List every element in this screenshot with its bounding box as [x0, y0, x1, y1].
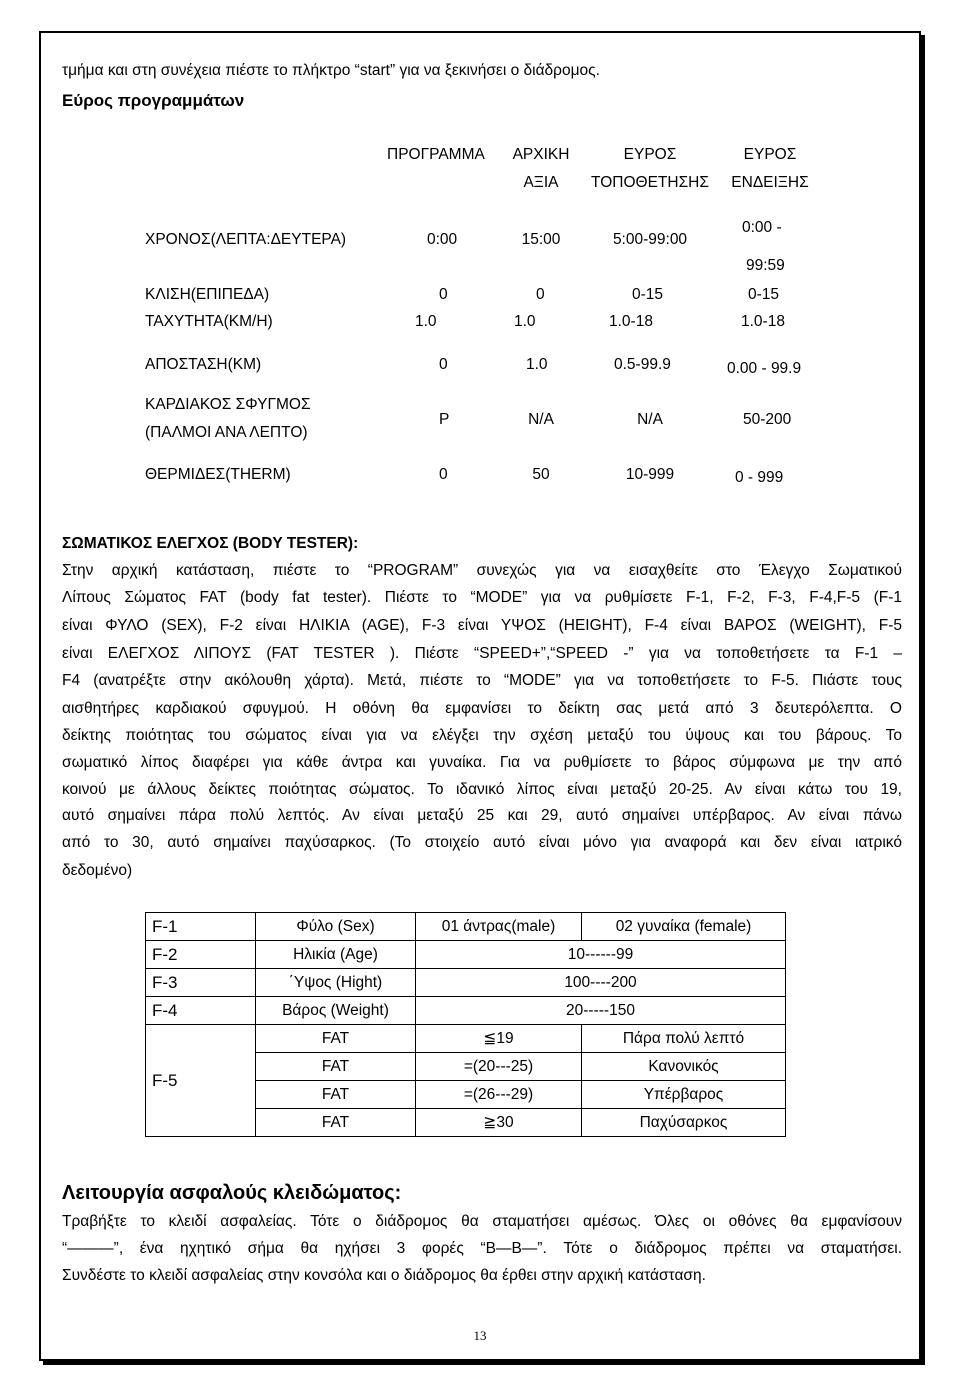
safety-line: Συνδέστε το κλειδί ασφαλείας στην κονσόλα και ο διάδρομος θα έρθει στην αρχική κατάσταση.	[62, 1267, 706, 1284]
row-value: N/A	[528, 411, 554, 428]
body-line: F4 (ανατρέξτε στην ακόλουθη χάρτα). Μετά, πιέστε το “MODE” για να τοποθετήσετε το F-5. Πιάστε τους	[62, 672, 902, 689]
row-label: ΘΕΡΜΙΔΕΣ(THERM)	[145, 466, 291, 483]
f-meaning: Υπέρβαρος	[582, 1081, 786, 1109]
f-name: FAT	[256, 1081, 416, 1109]
f-meaning: Παχύσαρκος	[582, 1109, 786, 1137]
row-display: 1.0-18	[741, 313, 785, 330]
row-label: ΚΛΙΣΗ(ΕΠΙΠΕΔΑ)	[145, 286, 270, 303]
row-display-2: 99:59	[746, 257, 785, 274]
table-row	[146, 969, 786, 997]
row-setting: N/A	[637, 411, 663, 428]
safety-title: Λειτουργία ασφαλούς κλειδώματος:	[62, 1182, 402, 1204]
row-display: 0.00 - 99.9	[727, 360, 802, 377]
f-range: 20-----150	[416, 997, 786, 1025]
page-number: 13	[473, 1328, 487, 1343]
program-range-title: Εύρος προγραμμάτων	[62, 91, 245, 110]
row-display: 50-200	[743, 411, 792, 428]
row-value: 1.0	[526, 356, 548, 373]
row-display-1: 0:00 -	[742, 219, 782, 236]
row-setting: 5:00-99:00	[612, 231, 688, 248]
f-meaning: Κανονικός	[582, 1053, 786, 1081]
body-line: αισθητήρες καρδιακού σφυγμού. Η οθόνη θα εμφανίσει το δείκτη σας μετά από 3 δευτερόλεπτα. Ο	[62, 700, 902, 717]
table-row	[146, 941, 786, 969]
f-name: FAT	[256, 1025, 416, 1053]
f-name: FAT	[256, 1109, 416, 1137]
body-line: σωματικό λίπος διαφέρει για κάθε άντρα και γυναίκα. Για να ρυθμίσετε το βάρος σύμφωνα με την από	[62, 754, 902, 771]
f-meaning: Πάρα πολύ λεπτό	[582, 1025, 786, 1053]
body-line: Λίπους Σώματος FAT (body fat tester). Πιέστε το “MODE” για να ρυθμίσετε F-1, F-2, F-3, F-4,F-5 (F-1	[62, 589, 902, 606]
row-setting: 1.0-18	[609, 313, 653, 330]
body-line: δείκτης ποιότητας του σώματος είναι για να ελέγξει την σχέση μεταξύ του ύψους και του βάρους. Το	[62, 727, 902, 744]
f-range: 10------99	[416, 941, 786, 969]
header-program: ΠΡΟΓΡΑΜΜΑ	[387, 146, 485, 163]
row-label-1: ΚΑΡΔΙΑΚΟΣ ΣΦΥΓΜΟΣ	[145, 396, 311, 413]
row-initial: 0	[439, 466, 448, 483]
body-line: είναι ΕΛΕΓΧΟΣ ΛΙΠΟΥΣ (FAT TESTER ). Πιέστε “SPEED+”,“SPEED -” για να τοποθετήσετε τα F-1 –	[62, 645, 902, 662]
f-value: 02 γυναίκα (female)	[582, 913, 786, 941]
row-value: 50	[532, 466, 550, 483]
f-code: F-4	[146, 997, 256, 1025]
f-code: F-3	[146, 969, 256, 997]
f-code: F-1	[146, 913, 256, 941]
f-range: 100----200	[416, 969, 786, 997]
f-code: F-5	[146, 1025, 256, 1137]
row-label: ΑΠΟΣΤΑΣΗ(ΚΜ)	[145, 356, 262, 373]
header-initial-1: ΑΡΧΙΚΗ	[512, 146, 570, 163]
safety-line: “———”, ένα ηχητικό σήμα θα ηχήσει 3 φορές “B—B—”. Τότε ο διάδρομος πρέπει να σταματήσει.	[62, 1240, 902, 1257]
table-row	[146, 997, 786, 1025]
header-setting-2: ΤΟΠΟΘΕΤΗΣΗΣ	[591, 174, 709, 191]
body-line: Στην αρχική κατάσταση, πιέστε το “PROGRAM” συνεχώς για να εισαχθείτε στο Έλεγχο Σωματικού	[62, 562, 902, 579]
row-value: 1.0	[514, 313, 536, 330]
f-value: =(26---29)	[416, 1081, 582, 1109]
f-settings-table	[145, 912, 786, 1137]
row-setting: 10-999	[625, 466, 675, 483]
body-line: αυτό σημαίνει πάρα πολύ λεπτός. Αν είναι μεταξύ 25 και 29, αυτό σημαίνει υπέρβαρος. Αν είναι πάνω	[62, 807, 902, 824]
row-initial: 0	[439, 356, 448, 373]
body-tester-title: ΣΩΜΑΤΙΚΟΣ ΕΛΕΓΧΟΣ (BODY TESTER):	[62, 535, 359, 552]
body-line: κοινού με άλλους δείκτες ποιότητας σώματος. Το ιδανικό λίπος είναι μεταξύ 20-25. Αν είναι κάτω του 19,	[62, 781, 902, 798]
row-setting: 0.5-99.9	[614, 356, 671, 373]
row-setting: 0-15	[632, 286, 664, 303]
row-value: 15:00	[521, 231, 561, 248]
body-line: δεδομένο)	[62, 862, 133, 879]
header-display-1: ΕΥΡΟΣ	[743, 146, 797, 163]
row-initial: P	[439, 411, 450, 428]
row-display: 0 - 999	[735, 469, 784, 486]
row-label-2: (ΠΑΛΜΟΙ ΑΝΑ ΛΕΠΤΟ)	[145, 424, 308, 441]
header-initial-2: ΑΞΙΑ	[523, 174, 559, 191]
f-code: F-2	[146, 941, 256, 969]
row-initial: 1.0	[415, 313, 437, 330]
table-row	[146, 913, 786, 941]
f-value: ≦19	[416, 1025, 582, 1053]
row-initial: 0	[439, 286, 448, 303]
f-name: Φύλο (Sex)	[256, 913, 416, 941]
header-display-2: ΕΝΔΕΙΞΗΣ	[731, 174, 809, 191]
intro-line: τμήμα και στη συνέχεια πιέστε το πλήκτρο “start” για να ξεκινήσει ο διάδρομος.	[62, 62, 600, 79]
row-display: 0-15	[748, 286, 780, 303]
body-line: είναι ΦΥΛΟ (SEX), F-2 είναι ΗΛΙΚΙΑ (AGE), F-3 είναι ΥΨΟΣ (HEIGHT), F-4 είναι ΒΑΡΟΣ (WEIGHT), F-5	[62, 617, 902, 634]
row-label: ΤΑΧΥΤΗΤΑ(ΚΜ/Η)	[145, 313, 273, 330]
f-value: =(20---25)	[416, 1053, 582, 1081]
header-setting-1: ΕΥΡΟΣ	[623, 146, 677, 163]
f-name: Βάρος (Weight)	[256, 997, 416, 1025]
f-name: Ηλικία (Age)	[256, 941, 416, 969]
row-label: ΧΡΟΝΟΣ(ΛΕΠΤΑ:ΔΕΥΤΕΡΑ)	[145, 231, 347, 248]
f-value: 01 άντρας(male)	[416, 913, 582, 941]
table-row	[146, 1025, 786, 1053]
body-line: από το 30, αυτό σημαίνει παχύσαρκος. (Το στοιχείο αυτό είναι μόνο για αναφορά και δεν είναι ιατρικό	[62, 834, 902, 851]
f-name: FAT	[256, 1053, 416, 1081]
safety-line: Τραβήξτε το κλειδί ασφαλείας. Τότε ο διάδρομος θα σταματήσει αμέσως. Όλες οι οθόνες θα εμφανίσουν	[62, 1213, 902, 1230]
row-value: 0	[536, 286, 545, 303]
row-initial: 0:00	[427, 231, 458, 248]
f-name: ΄Υψος (Hight)	[256, 969, 416, 997]
f-value: ≧30	[416, 1109, 582, 1137]
